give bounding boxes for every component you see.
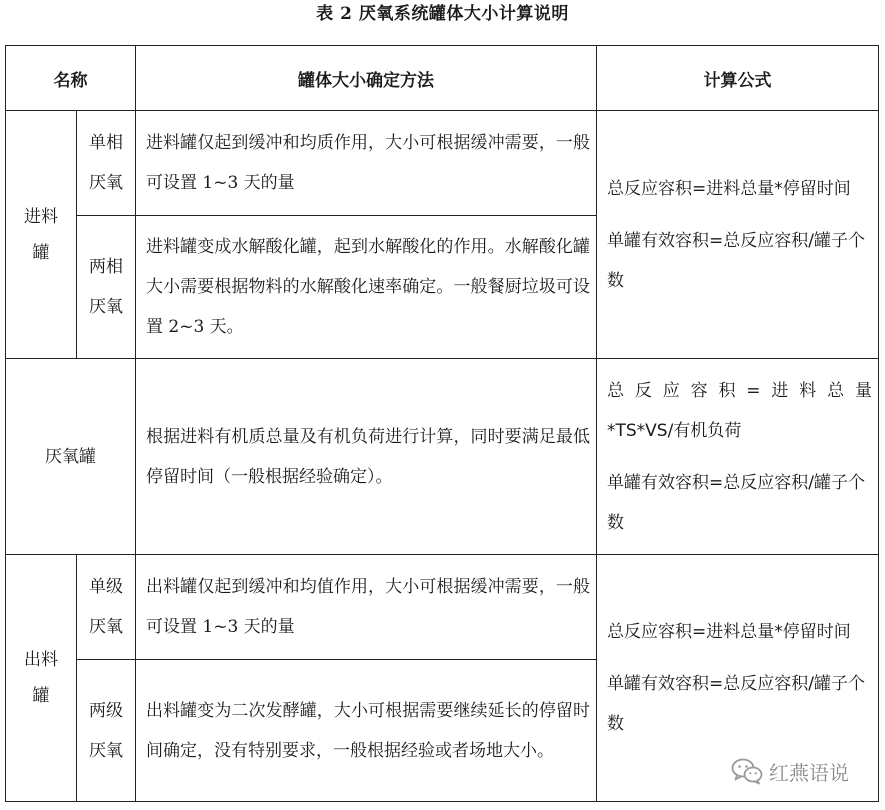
anaerobic-formula-single: 单罐有效容积=总反应容积/罐子个数 xyxy=(607,472,865,533)
anaerobic-formula-total-line1: 总反应容积=进料总量 xyxy=(607,380,872,401)
feed-formula-single: 单罐有效容积=总反应容积/罐子个数 xyxy=(607,230,865,291)
category-feed-tank xyxy=(6,111,77,359)
category-anaerobic-tank: 厌氧罐 xyxy=(6,359,136,555)
tank-size-table xyxy=(5,45,879,802)
table-row xyxy=(6,111,879,216)
feed-two-label-text: 两相厌氧 xyxy=(89,257,123,317)
discharge-two-method: 出料罐变为二次发酵罐，大小可根据需要继续延长的停留时间确定，没有特别要求，一般根据经验或者场地大小。 xyxy=(136,660,597,802)
discharge-two-label xyxy=(77,660,136,802)
discharge-single-label-text: 单级厌氧 xyxy=(89,577,123,637)
watermark xyxy=(731,755,849,787)
watermark-text: 红燕语说 xyxy=(769,760,849,785)
anaerobic-formula-total-line2: *TS*VS/有机负荷 xyxy=(607,420,742,441)
anaerobic-formula-total xyxy=(607,371,872,451)
discharge-formula-single: 单罐有效容积=总反应容积/罐子个数 xyxy=(607,674,865,734)
feed-single-label xyxy=(77,111,136,216)
feed-formula xyxy=(597,111,879,359)
header-row xyxy=(6,46,879,111)
discharge-formula-total: 总反应容积=进料总量*停留时间 xyxy=(607,622,851,642)
feed-formula-total: 总反应容积=进料总量*停留时间 xyxy=(607,178,851,199)
header-name: 名称 xyxy=(6,46,136,111)
header-formula: 计算公式 xyxy=(597,46,879,111)
wechat-icon xyxy=(731,757,763,785)
discharge-two-label-text: 两级厌氧 xyxy=(89,700,123,761)
feed-two-label xyxy=(77,216,136,359)
category-discharge-tank xyxy=(6,555,77,802)
feed-single-method: 进料罐仅起到缓冲和均质作用，大小可根据缓冲需要，一般可设置 1~3 天的量 xyxy=(136,111,597,216)
anaerobic-formula xyxy=(597,359,879,555)
category-feed-tank-label: 进料罐 xyxy=(24,206,58,263)
table-caption: 表 2 厌氧系统罐体大小计算说明 xyxy=(316,4,569,24)
discharge-single-label xyxy=(77,555,136,660)
table-row xyxy=(6,359,879,555)
table-row xyxy=(6,555,879,660)
header-method: 罐体大小确定方法 xyxy=(136,46,597,111)
category-discharge-tank-label: 出料罐 xyxy=(24,650,58,706)
anaerobic-method: 根据进料有机质总量及有机负荷进行计算，同时要满足最低停留时间（一般根据经验确定）。 xyxy=(136,359,597,555)
feed-single-label-text: 单相厌氧 xyxy=(89,133,123,193)
discharge-single-method: 出料罐仅起到缓冲和均值作用，大小可根据缓冲需要，一般可设置 1~3 天的量 xyxy=(136,555,597,660)
feed-two-method: 进料罐变成水解酸化罐，起到水解酸化的作用。水解酸化罐大小需要根据物料的水解酸化速率确定。一般餐厨垃圾可设置 2~3 天。 xyxy=(136,216,597,359)
